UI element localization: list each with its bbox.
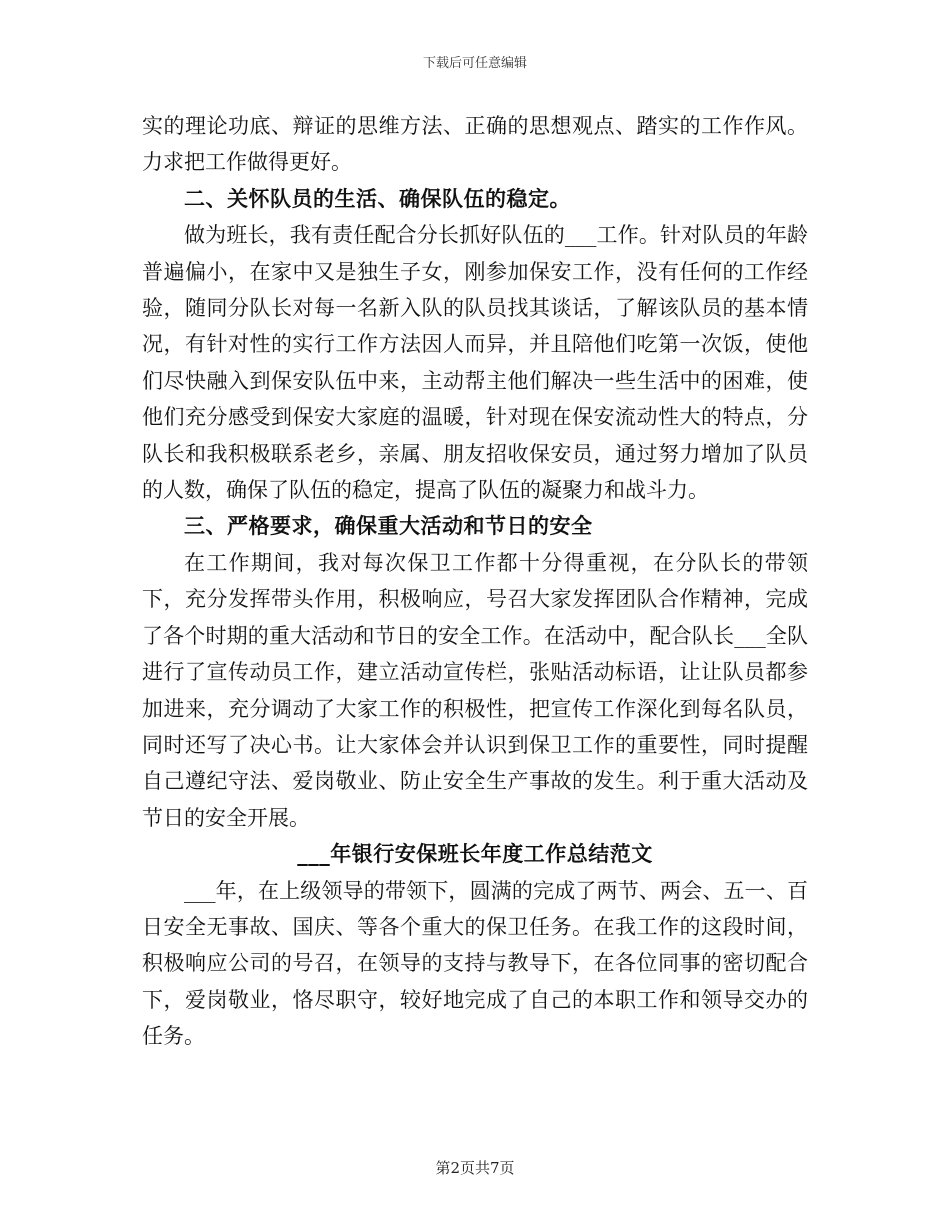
paragraph-section-2: 做为班长，我有责任配合分长抓好队伍的___工作。针对队员的年龄普遍偏小，在家中又是独生子女，刚参加保安工作，没有任何的工作经验，随同分队长对每一名新入队的队员找其谈话，了解该队员的基本情况，有针对性的实行工作方法因人而异，并且陪他们吃第一次饭，使他们尽快融入到保安队伍中来，主动帮主他们解决一些生活中的困难，使他们充分感受到保安大家庭的温暖，针对现在保安流动性大的特点，分队长和我积极联系老乡，亲属、朋友招收保安员，通过努力增加了队员的人数，确保了队伍的稳定，提高了队伍的凝聚力和战斗力。 xyxy=(142,223,808,503)
paragraph-continuation: 实的理论功底、辩证的思维方法、正确的思想观点、踏实的工作作风。力求把工作做得更好。 xyxy=(142,114,808,175)
page-header: 下载后可任意编辑 xyxy=(422,56,527,71)
page-footer: 第2页共7页 xyxy=(435,1159,515,1177)
paragraph-intro: ___年，在上级领导的带领下，圆满的完成了两节、两会、五一、百日安全无事故、国庆、等各个重大的保卫任务。在我工作的这段时间，积极响应公司的号召，在领导的支持与教导下，在各位同事的密切配合下，爱岗敬业，恪尽职守，较好地完成了自己的本职工作和领导交办的任务。 xyxy=(142,878,808,1049)
section-heading-2: 二、关怀队员的生活、确保队伍的稳定。 xyxy=(184,185,571,211)
document-body xyxy=(142,108,808,1055)
section-heading-3: 三、严格要求，确保重大活动和节日的安全 xyxy=(184,513,593,539)
paragraph-section-3: 在工作期间，我对每次保卫工作都十分得重视，在分队长的带领下，充分发挥带头作用，积极响应，号召大家发挥团队合作精神，完成了各个时期的重大活动和节日的安全工作。在活动中，配合队长___全队进行了宣传动员工作，建立活动宣传栏，张贴活动标语，让让队员都参加进来，充分调动了大家工作的积极性，把宣传工作深化到每名队员，同时还写了决心书。让大家体会并认识到保卫工作的重要性，同时提醒自己遵纪守法、爱岗敬业、防止安全生产事故的发生。利于重大活动及节日的安全开展。 xyxy=(142,550,808,830)
document-title: ___年银行安保班长年度工作总结范文 xyxy=(297,841,653,867)
